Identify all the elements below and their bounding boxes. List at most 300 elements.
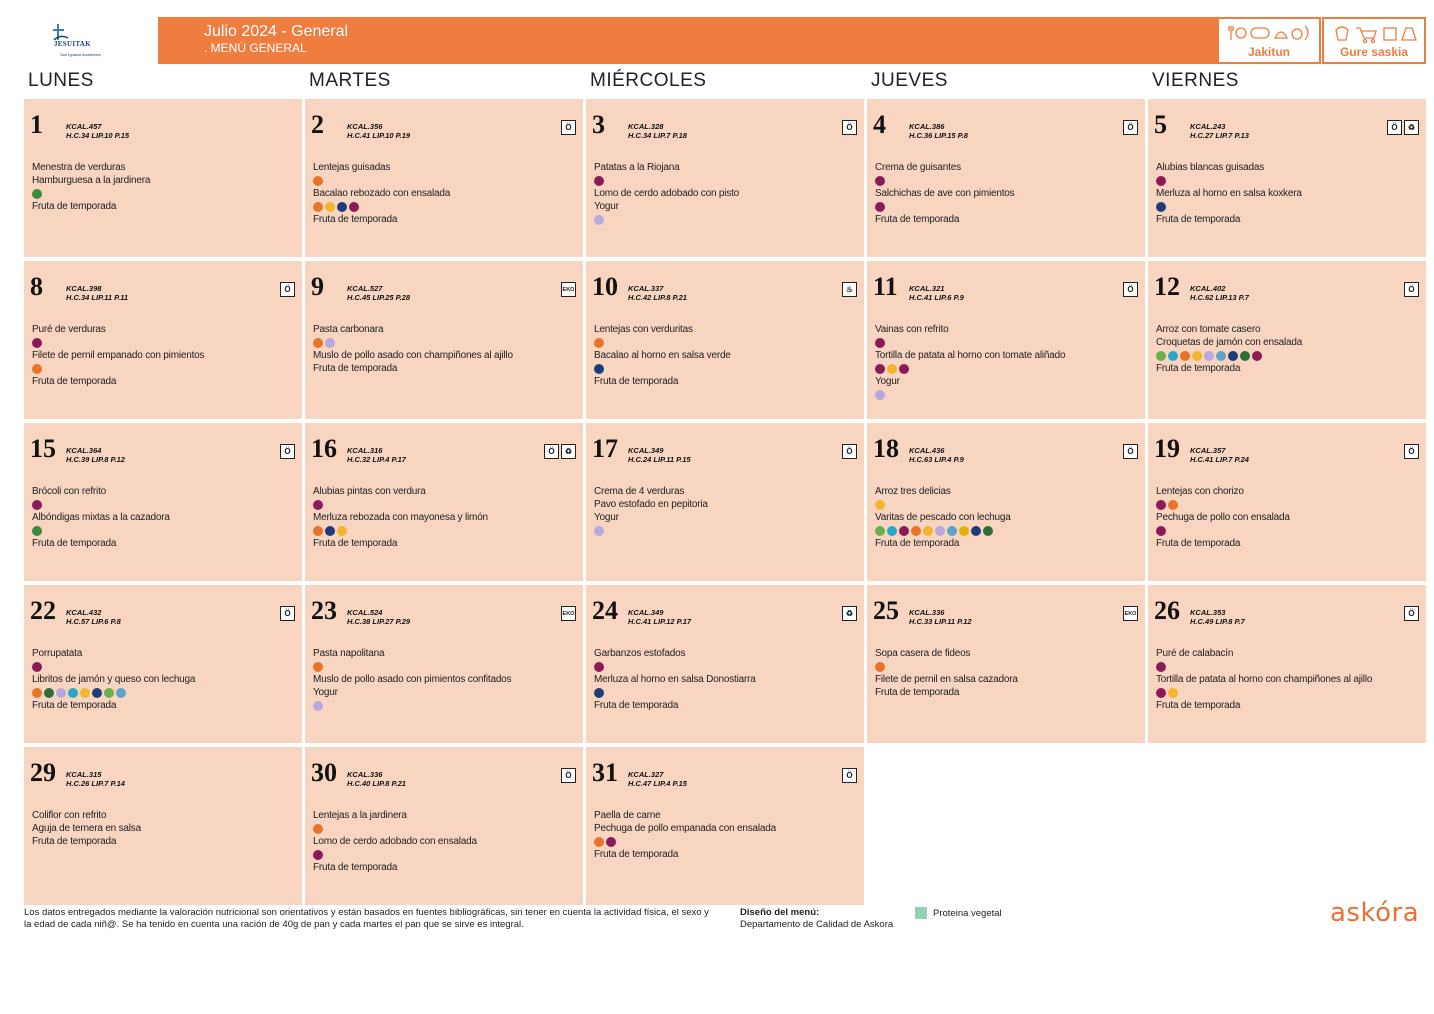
sulfites-allergen-icon (313, 500, 323, 510)
allergen-icons (594, 362, 731, 375)
dish-name: Fruta de temporada (1156, 363, 1241, 374)
dish-name: Muslo de pollo asado con pimientos confitados (313, 674, 512, 685)
day-number: 1 (30, 110, 43, 139)
macro-values: H.C.63 LIP.4 P.9 (909, 454, 964, 464)
kcal-value: KCAL.524 (347, 608, 383, 617)
day-cell (586, 585, 864, 743)
dish-name: Fruta de temporada (875, 687, 960, 698)
dish-list (313, 161, 450, 226)
sulfites-allergen-icon (32, 662, 42, 672)
footer-disclaimer: Los datos entregados mediante la valoración nutricional son orientativos y están basados en fuentes bibliográficas, sin tener en cuenta la actividad física, el sexo y la edad de cada niñ@. Se ha tenido en cuenta una ración de 40g de pan y cada martes el pan que se sirve es integral. (24, 907, 709, 930)
dish-name: Fruta de temporada (32, 538, 117, 549)
lactose-allergen-icon (56, 688, 66, 698)
nutrition-info (66, 285, 128, 302)
recycle-icon: ♻ (1404, 120, 1419, 135)
dish-name: Brócoli con refrito (32, 486, 107, 497)
dish-list (594, 161, 739, 226)
legend-vegetal-protein (915, 907, 1002, 919)
egg-allergen-icon (887, 364, 897, 374)
soy-allergen-icon (44, 688, 54, 698)
dish-name: Yogur (594, 512, 619, 523)
badge-group (842, 606, 857, 621)
allergen-icons (875, 524, 1011, 537)
kcal-value: KCAL.349 (628, 446, 664, 455)
allergen-icons (1156, 498, 1290, 511)
dish-name: Fruta de temporada (1156, 700, 1241, 711)
nutrition-info (628, 771, 687, 788)
dish-list (313, 485, 488, 550)
dish-list (875, 485, 1011, 550)
sulfites-allergen-icon (1156, 176, 1166, 186)
badge-group (1123, 282, 1138, 297)
macro-values: H.C.40 LIP.8 P.21 (347, 778, 406, 788)
recycle-icon: ♻ (842, 606, 857, 621)
dish-list (875, 323, 1065, 401)
dish-name: Filete de pernil en salsa cazadora (875, 674, 1018, 685)
macro-values: H.C.27 LIP.7 P.13 (1190, 130, 1249, 140)
crustacean-allergen-icon (68, 688, 78, 698)
day-number: 30 (311, 758, 337, 787)
dish-name: Arroz con tomate casero (1156, 324, 1261, 335)
kcal-value: KCAL.243 (1190, 122, 1226, 131)
sulfites-allergen-icon (32, 338, 42, 348)
dish-name: Fruta de temporada (875, 214, 960, 225)
dish-name: Hamburguesa a la jardinera (32, 175, 151, 186)
weekday-thursday: JUEVES (871, 70, 948, 91)
day-cell (305, 747, 583, 905)
macro-values: H.C.57 LIP.6 P.8 (66, 616, 121, 626)
nutrition-info (628, 447, 691, 464)
nuts-allergen-icon (104, 688, 114, 698)
page-title: Julio 2024 - General (204, 23, 349, 40)
nutrition-info (909, 285, 964, 302)
nutrition-info (347, 771, 406, 788)
celery-allergen-icon (32, 526, 42, 536)
sulfites-allergen-icon (875, 202, 885, 212)
organic-icon: Ö (1123, 120, 1138, 135)
day-number: 11 (873, 272, 898, 301)
day-cell (24, 261, 302, 419)
nutrition-info (909, 609, 972, 626)
organic-icon: Ö (842, 120, 857, 135)
gure-saskia-label: Gure saskia (1339, 45, 1409, 59)
day-cell (24, 99, 302, 257)
molluscs-allergen-icon (947, 526, 957, 536)
dish-list (1156, 485, 1290, 550)
day-cell (1148, 585, 1426, 743)
egg-allergen-icon (923, 526, 933, 536)
molluscs-allergen-icon (1216, 351, 1226, 361)
egg-allergen-icon (1168, 688, 1178, 698)
kcal-value: KCAL.353 (1190, 608, 1226, 617)
dish-list (32, 647, 195, 712)
day-number: 9 (311, 272, 324, 301)
day-cell (24, 423, 302, 581)
gluten-allergen-icon (32, 364, 42, 374)
nutrition-info (347, 447, 406, 464)
kcal-value: KCAL.316 (347, 446, 383, 455)
dish-name: Arroz tres delicias (875, 486, 951, 497)
sulfites-allergen-icon (875, 338, 885, 348)
day-number: 25 (873, 596, 899, 625)
allergen-icons (32, 524, 170, 537)
nutrition-info (1190, 447, 1249, 464)
header-banner (158, 17, 1220, 64)
badge-group (842, 768, 857, 783)
dish-name: Filete de pernil empanado con pimientos (32, 350, 205, 361)
sulfites-allergen-icon (606, 837, 616, 847)
macro-values: H.C.41 LIP.10 P.19 (347, 130, 411, 140)
mustard-allergen-icon (959, 526, 969, 536)
gluten-allergen-icon (313, 338, 323, 348)
badge-group (842, 120, 857, 135)
weekday-wednesday: MIÉRCOLES (590, 70, 707, 91)
weekday-monday: LUNES (28, 70, 94, 91)
allergen-icons (594, 835, 776, 848)
nutrition-info (66, 447, 125, 464)
lactose-allergen-icon (594, 215, 604, 225)
allergen-icons (313, 660, 511, 673)
gluten-allergen-icon (875, 662, 885, 672)
nutrition-info (66, 609, 121, 626)
allergen-icons (594, 336, 731, 349)
egg-allergen-icon (337, 526, 347, 536)
gluten-allergen-icon (594, 837, 604, 847)
day-number: 18 (873, 434, 899, 463)
sulfites-allergen-icon (349, 202, 359, 212)
organic-icon: Ö (280, 606, 295, 621)
dish-name: Fruta de temporada (594, 376, 679, 387)
dish-name: Fruta de temporada (313, 214, 398, 225)
gluten-allergen-icon (32, 688, 42, 698)
badge-group (280, 282, 295, 297)
allergen-icons (594, 524, 708, 537)
nutrition-info (1190, 609, 1245, 626)
day-number: 23 (311, 596, 337, 625)
dish-list (1156, 323, 1302, 375)
sulfites-allergen-icon (899, 526, 909, 536)
kcal-value: KCAL.436 (909, 446, 945, 455)
dish-name: Puré de verduras (32, 324, 106, 335)
day-cell (305, 585, 583, 743)
dish-name: Lomo de cerdo adobado con ensalada (313, 836, 477, 847)
kcal-value: KCAL.336 (909, 608, 945, 617)
badge-group (280, 606, 295, 621)
lactose-allergen-icon (875, 390, 885, 400)
dish-name: Yogur (875, 376, 900, 387)
gure-saskia-logo (1322, 17, 1426, 64)
kcal-value: KCAL.432 (66, 608, 102, 617)
macro-values: H.C.38 LIP.27 P.29 (347, 616, 411, 626)
organic-icon: Ö (561, 768, 576, 783)
design-label: Diseño del menú: (740, 907, 820, 918)
allergen-icons (875, 388, 1065, 401)
nutrition-info (909, 123, 968, 140)
design-department: Departamento de Calidad de Askora (740, 919, 894, 930)
macro-values: H.C.32 LIP.4 P.17 (347, 454, 406, 464)
fish-allergen-icon (594, 688, 604, 698)
logo-sub-text: San Ignacio Ikastetxea (60, 52, 101, 57)
dish-name: Pasta carbonara (313, 324, 384, 335)
kcal-value: KCAL.337 (628, 284, 664, 293)
macro-values: H.C.41 LIP.12 P.17 (628, 616, 692, 626)
day-cell (586, 99, 864, 257)
badge-group (561, 282, 576, 297)
allergen-icons (313, 822, 477, 835)
dish-list (1156, 647, 1372, 712)
organic-icon: Ö (280, 282, 295, 297)
badge-group (842, 282, 857, 297)
nuts-allergen-icon (1156, 351, 1166, 361)
dish-name: Tortilla de patata al horno con champiñones al ajillo (1156, 674, 1373, 685)
kcal-value: KCAL.328 (628, 122, 664, 131)
egg-allergen-icon (1192, 351, 1202, 361)
allergen-icons (32, 498, 170, 511)
dish-name: Fruta de temporada (313, 363, 398, 374)
day-cell (24, 747, 302, 905)
dish-name: Fruta de temporada (313, 538, 398, 549)
macro-values: H.C.41 LIP.7 P.24 (1190, 454, 1249, 464)
allergen-icons (1156, 200, 1302, 213)
organic-icon: Ö (1123, 282, 1138, 297)
allergen-icons (875, 200, 1014, 213)
allergen-icons (875, 498, 1011, 511)
kcal-value: KCAL.457 (66, 122, 102, 131)
dish-list (313, 647, 511, 712)
sulfites-allergen-icon (32, 500, 42, 510)
dish-name: Varitas de pescado con lechuga (875, 512, 1011, 523)
badge-group (561, 120, 576, 135)
dish-name: Puré de calabacín (1156, 648, 1234, 659)
sulfites-allergen-icon (313, 850, 323, 860)
dish-name: Bacalao al horno en salsa verde (594, 350, 731, 361)
day-number: 4 (873, 110, 886, 139)
allergen-icons (1156, 349, 1302, 362)
macro-values: H.C.42 LIP.8 P.21 (628, 292, 687, 302)
legend-label: Proteina vegetal (933, 907, 1002, 919)
dish-name: Lentejas con verduritas (594, 324, 693, 335)
nuts-allergen-icon (875, 526, 885, 536)
allergen-icons (32, 362, 204, 375)
kcal-value: KCAL.364 (66, 446, 102, 455)
dish-name: Lomo de cerdo adobado con pisto (594, 188, 740, 199)
jakitun-logo (1217, 17, 1321, 64)
allergen-icons (875, 336, 1065, 349)
kcal-value: KCAL.386 (909, 122, 945, 131)
eko-icon: EKO (1123, 606, 1138, 621)
nutrition-info (347, 285, 410, 302)
gluten-allergen-icon (594, 338, 604, 348)
macro-values: H.C.26 LIP.7 P.14 (66, 778, 125, 788)
day-cell (867, 423, 1145, 581)
day-number: 29 (30, 758, 56, 787)
day-cell (305, 99, 583, 257)
allergen-icons (313, 848, 477, 861)
page-subtitle: . MENÚ GENERAL (204, 41, 307, 55)
badge-group (1123, 444, 1138, 459)
kcal-value: KCAL.356 (347, 122, 383, 131)
egg-allergen-icon (875, 500, 885, 510)
dish-name: Alubias pintas con verdura (313, 486, 426, 497)
day-number: 15 (30, 434, 56, 463)
dish-name: Menestra de verduras (32, 162, 126, 173)
dish-list (875, 647, 1018, 699)
fish-allergen-icon (594, 364, 604, 374)
dish-name: Lentejas guisadas (313, 162, 391, 173)
dish-name: Lentejas con chorizo (1156, 486, 1244, 497)
allergen-icons (32, 660, 195, 673)
nutrition-info (66, 771, 125, 788)
fish-allergen-icon (1228, 351, 1238, 361)
lactose-allergen-icon (1204, 351, 1214, 361)
day-number: 8 (30, 272, 43, 301)
macro-values: H.C.33 LIP.11 P.12 (909, 616, 972, 626)
badge-group (544, 444, 576, 459)
dish-name: Fruta de temporada (32, 376, 117, 387)
day-number: 12 (1154, 272, 1180, 301)
crustacean-allergen-icon (1168, 351, 1178, 361)
jesuitak-logo (50, 22, 112, 62)
jakitun-label: Jakitun (1247, 45, 1290, 59)
askora-logo: askóra (1330, 898, 1420, 928)
allergen-icons (313, 524, 488, 537)
day-cell (24, 585, 302, 743)
recycle-icon: ♨ (842, 282, 857, 297)
badge-group (1404, 282, 1419, 297)
allergen-icons (313, 336, 513, 349)
day-cell (867, 261, 1145, 419)
nutrition-info (628, 609, 691, 626)
lactose-allergen-icon (935, 526, 945, 536)
gluten-allergen-icon (313, 526, 323, 536)
kcal-value: KCAL.349 (628, 608, 664, 617)
eko-icon: EKO (561, 282, 576, 297)
dish-name: Crema de 4 verduras (594, 486, 685, 497)
recycle-icon: ♻ (561, 444, 576, 459)
day-cell (1148, 99, 1426, 257)
dish-list (594, 647, 756, 712)
logo-brand-text: JESUITAK (54, 40, 91, 48)
fish-allergen-icon (325, 526, 335, 536)
organic-icon: Ö (544, 444, 559, 459)
dish-name: Patatas a la Riojana (594, 162, 680, 173)
allergen-icons (1156, 660, 1372, 673)
lactose-allergen-icon (313, 701, 323, 711)
badge-group (842, 444, 857, 459)
dish-name: Vainas con refrito (875, 324, 949, 335)
gluten-allergen-icon (313, 176, 323, 186)
dish-name: Pechuga de pollo empanada con ensalada (594, 823, 776, 834)
dish-name: Tortilla de patata al horno con tomate aliñado (875, 350, 1066, 361)
dish-list (32, 161, 150, 213)
weekday-friday: VIERNES (1152, 70, 1239, 91)
dish-name: Paella de carne (594, 810, 661, 821)
eko-icon: EKO (561, 606, 576, 621)
day-number: 10 (592, 272, 618, 301)
fish-allergen-icon (971, 526, 981, 536)
dish-name: Yogur (313, 687, 338, 698)
food-doodle-icon (1227, 22, 1313, 44)
gluten-allergen-icon (911, 526, 921, 536)
organic-icon: Ö (1387, 120, 1402, 135)
lactose-allergen-icon (325, 338, 335, 348)
macro-values: H.C.24 LIP.11 P.15 (628, 454, 691, 464)
dish-name: Fruta de temporada (1156, 214, 1241, 225)
badge-group (1387, 120, 1419, 135)
nutrition-info (909, 447, 964, 464)
dish-list (594, 323, 731, 388)
day-cell (586, 261, 864, 419)
dish-name: Lentejas a la jardinera (313, 810, 407, 821)
organic-icon: Ö (561, 120, 576, 135)
sulfites-allergen-icon (594, 662, 604, 672)
kcal-value: KCAL.327 (628, 770, 664, 779)
allergen-icons (1156, 686, 1372, 699)
allergen-icons (313, 498, 488, 511)
egg-allergen-icon (325, 202, 335, 212)
organic-icon: Ö (1123, 444, 1138, 459)
allergen-icons (594, 213, 739, 226)
badge-group (1123, 120, 1138, 135)
dish-name: Fruta de temporada (32, 836, 117, 847)
organic-icon: Ö (1404, 444, 1419, 459)
kcal-value: KCAL.321 (909, 284, 945, 293)
day-number: 5 (1154, 110, 1167, 139)
badge-group (1123, 606, 1138, 621)
kcal-value: KCAL.315 (66, 770, 102, 779)
allergen-icons (32, 686, 195, 699)
soy-allergen-icon (983, 526, 993, 536)
dish-list (594, 809, 776, 861)
organic-icon: Ö (1404, 282, 1419, 297)
sulfites-allergen-icon (875, 364, 885, 374)
dish-name: Fruta de temporada (1156, 538, 1241, 549)
allergen-icons (313, 200, 450, 213)
macro-values: H.C.41 LIP.6 P.9 (909, 292, 964, 302)
allergen-icons (313, 699, 511, 712)
dish-name: Fruta de temporada (594, 849, 679, 860)
gluten-allergen-icon (313, 824, 323, 834)
day-number: 31 (592, 758, 618, 787)
macro-values: H.C.34 LIP.7 P.18 (628, 130, 687, 140)
day-cell (1148, 261, 1426, 419)
organic-icon: Ö (842, 768, 857, 783)
allergen-icons (875, 660, 1018, 673)
gluten-allergen-icon (1168, 500, 1178, 510)
allergen-icons (594, 660, 756, 673)
dish-name: Croquetas de jamón con ensalada (1156, 337, 1303, 348)
macro-values: H.C.34 LIP.11 P.11 (66, 292, 128, 302)
molluscs-allergen-icon (116, 688, 126, 698)
day-number: 24 (592, 596, 618, 625)
sulfites-allergen-icon (594, 176, 604, 186)
nutrition-info (628, 285, 687, 302)
dish-name: Fruta de temporada (32, 700, 117, 711)
kcal-value: KCAL.357 (1190, 446, 1226, 455)
lactose-allergen-icon (594, 526, 604, 536)
dish-list (32, 485, 170, 550)
day-cell (1148, 423, 1426, 581)
crustacean-allergen-icon (887, 526, 897, 536)
allergen-icons (313, 174, 450, 187)
allergen-icons (1156, 174, 1302, 187)
nutrition-info (347, 609, 410, 626)
macro-values: H.C.47 LIP.4 P.15 (628, 778, 687, 788)
dish-name: Fruta de temporada (594, 700, 679, 711)
dish-name: Coliflor con refrito (32, 810, 107, 821)
dish-name: Garbanzos estofados (594, 648, 686, 659)
dish-name: Merluza al horno en salsa Donostiarra (594, 674, 756, 685)
